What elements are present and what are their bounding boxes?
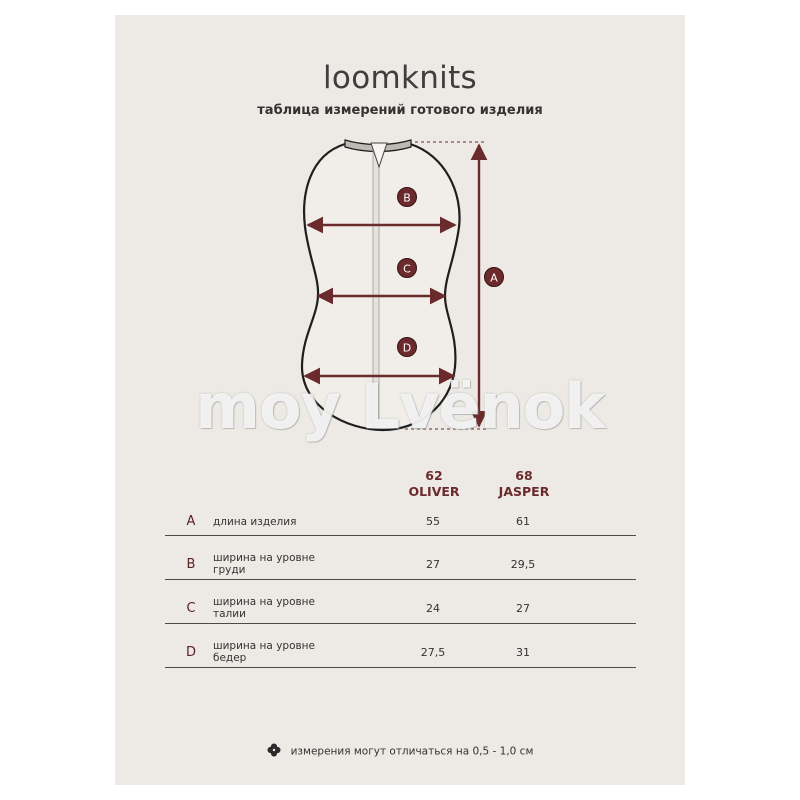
table-row-b: [165, 552, 635, 582]
flower-icon: [267, 743, 281, 760]
row-letter: C: [186, 601, 196, 616]
column-name: OLIVER: [408, 484, 460, 499]
column-size: 62: [425, 468, 443, 483]
column-header-62: [389, 468, 479, 500]
table-divider: [165, 535, 636, 536]
row-label: ширина на уровне бедер: [213, 640, 316, 664]
table-row-c: [165, 596, 635, 626]
table-divider: [165, 579, 636, 580]
marker-b: [398, 188, 417, 207]
row-letter: D: [185, 645, 196, 660]
table-divider: [165, 623, 636, 624]
column-header-68: [479, 468, 569, 500]
row-value-68: 61: [516, 515, 530, 528]
table-divider: [165, 667, 636, 668]
marker-d-letter: D: [402, 341, 412, 355]
column-name: JASPER: [498, 484, 550, 499]
table-row-d: [165, 640, 635, 670]
row-label: ширина на уровне талии: [213, 596, 316, 620]
row-label: длина изделия: [213, 516, 297, 528]
marker-b-letter: B: [403, 191, 411, 205]
size-chart-card: [115, 15, 685, 785]
row-value-68: 29,5: [510, 558, 536, 571]
footnote: [115, 743, 685, 760]
column-size: 68: [515, 468, 533, 483]
marker-c: [398, 259, 417, 278]
row-value-62: 27: [426, 558, 440, 571]
row-value-68: 31: [516, 646, 530, 659]
row-letter: B: [186, 557, 196, 572]
row-value-62: 55: [426, 515, 440, 528]
row-letter: A: [186, 514, 196, 529]
brand-logo-text: loomknits: [323, 60, 477, 96]
marker-a: [485, 268, 504, 287]
row-label: ширина на уровне груди: [213, 552, 316, 576]
row-value-62: 24: [426, 602, 440, 615]
page-subtitle: таблица измерений готового изделия: [257, 103, 543, 118]
marker-c-letter: C: [403, 262, 411, 276]
table-row-a: [165, 512, 635, 532]
marker-a-letter: A: [490, 271, 498, 285]
footnote-text: измерения могут отличаться на 0,5 - 1,0 см: [290, 745, 534, 758]
watermark-text: moy Lvënok: [195, 370, 605, 443]
row-value-68: 27: [516, 602, 530, 615]
row-value-62: 27,5: [420, 646, 446, 659]
marker-d: [398, 338, 417, 357]
